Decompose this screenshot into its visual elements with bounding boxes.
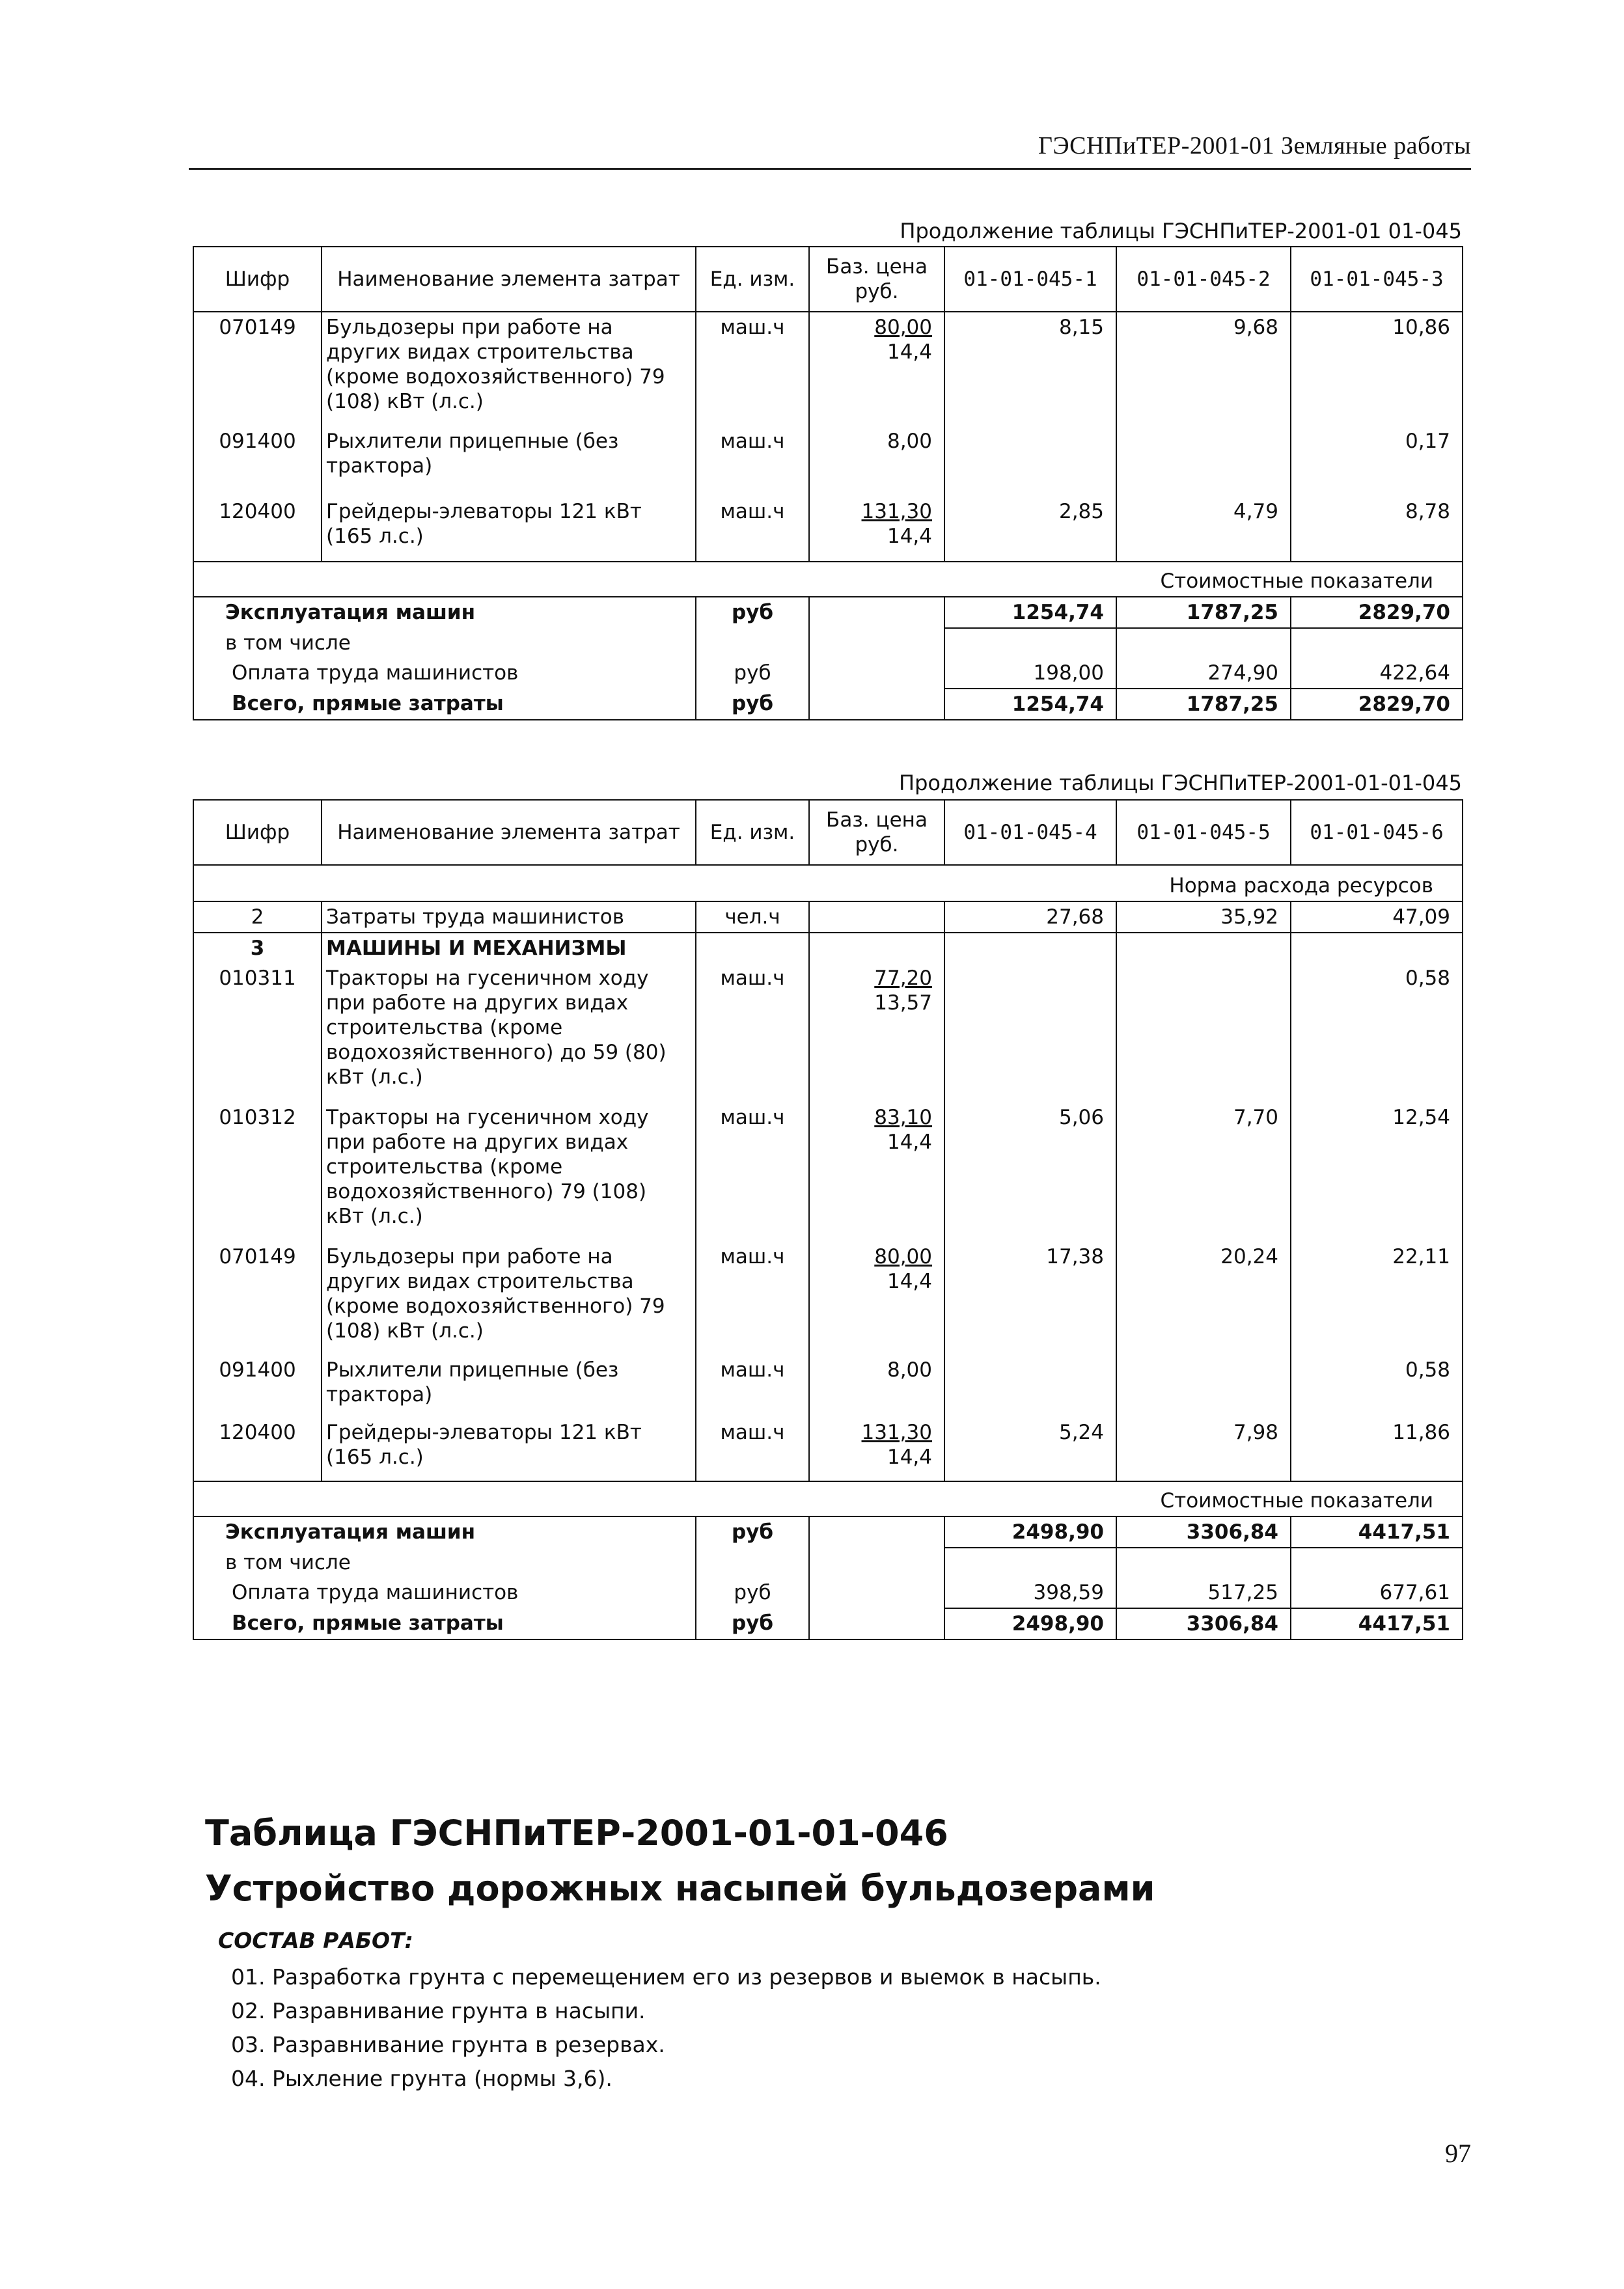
row-unit: маш.ч: [696, 426, 809, 497]
row-unit: чел.ч: [696, 901, 809, 933]
row-value-1: 5,24: [944, 1418, 1116, 1481]
row-unit: маш.ч: [696, 963, 809, 1103]
summary-value-2: 1787,25: [1116, 689, 1291, 720]
row-value-1: [944, 1355, 1116, 1418]
row-price: [809, 963, 944, 1103]
row-price: [809, 1418, 944, 1481]
row-value-3: 47,09: [1291, 901, 1463, 933]
table-subtitle: Устройство дорожных насыпей бульдозерами: [205, 1868, 1155, 1909]
row-name: Бульдозеры при работе на других видах строительства (кроме водохозяйственного) 79 (108) кВт (л.с.): [322, 312, 696, 426]
price-index: 14,4: [887, 340, 932, 364]
empty-cell: [809, 628, 944, 658]
empty-cell: [809, 689, 944, 720]
table1-header-row: [193, 247, 1463, 312]
empty-cell: [809, 1608, 944, 1639]
row-name: Грейдеры-элеваторы 121 кВт (165 л.с.): [322, 1418, 696, 1481]
empty-cell: [696, 933, 809, 963]
row-price: [809, 1242, 944, 1355]
summary-value-2: 517,25: [1116, 1578, 1291, 1608]
summary-label: Оплата труда машинистов: [193, 1578, 696, 1608]
row-name: Тракторы на гусеничном ходу при работе на других видах строительства (кроме водохозяйственного) 79 (108) кВт (л.с.): [322, 1103, 696, 1242]
row-unit: маш.ч: [696, 312, 809, 426]
row-price: [809, 1103, 944, 1242]
empty-cell: [696, 628, 809, 658]
row-value-1: 17,38: [944, 1242, 1116, 1355]
price-value: 80,00: [874, 1245, 932, 1268]
summary-value-3: 2829,70: [1291, 689, 1463, 720]
summary-row: [193, 597, 1463, 628]
summary-unit: руб: [696, 1578, 809, 1608]
table2-header-row: [193, 800, 1463, 865]
empty-cell: [1291, 933, 1463, 963]
row-value-2: 20,24: [1116, 1242, 1291, 1355]
table-row: [193, 1103, 1463, 1242]
summary-row: [193, 1578, 1463, 1608]
table1: [193, 246, 1463, 720]
row-value-3: 12,54: [1291, 1103, 1463, 1242]
group-code: 3: [193, 933, 322, 963]
row-value-2: [1116, 426, 1291, 497]
table1-caption: Продолжение таблицы ГЭСНПиТЕР-2001-01 01-045: [900, 219, 1462, 243]
table2: [193, 799, 1463, 1640]
row-price: 8,00: [809, 426, 944, 497]
row-code: 070149: [193, 1242, 322, 1355]
row-value-3: 0,17: [1291, 426, 1463, 497]
table-row: [193, 1242, 1463, 1355]
summary-label: в том числе: [193, 1548, 696, 1578]
row-code: 010312: [193, 1103, 322, 1242]
list-item: 02. Разравнивание грунта в насыпи.: [231, 1998, 646, 2023]
summary-value-3: 422,64: [1291, 658, 1463, 689]
section-label: Стоимостные показатели: [193, 1481, 1463, 1516]
list-item: 01. Разработка грунта с перемещением его из резервов и выемок в насыпь.: [231, 1964, 1101, 1990]
row-value-1: [944, 426, 1116, 497]
price-index: 14,4: [887, 1131, 932, 1154]
summary-value-3: 2829,70: [1291, 597, 1463, 628]
section-row: [193, 1481, 1463, 1516]
empty-cell: [1291, 1548, 1463, 1578]
summary-row: [193, 689, 1463, 720]
row-value-2: [1116, 1355, 1291, 1418]
row-name: Бульдозеры при работе на других видах строительства (кроме водохозяйственного) 79 (108) кВт (л.с.): [322, 1242, 696, 1355]
table-row: [193, 963, 1463, 1103]
row-name: Тракторы на гусеничном ходу при работе на других видах строительства (кроме водохозяйственного) до 59 (80) кВт (л.с.): [322, 963, 696, 1103]
header-rule: [189, 168, 1471, 170]
row-value-2: 9,68: [1116, 312, 1291, 426]
summary-value-2: 274,90: [1116, 658, 1291, 689]
row-code: 120400: [193, 1418, 322, 1481]
summary-row: [193, 628, 1463, 658]
summary-unit: руб: [696, 658, 809, 689]
row-value-1: 5,06: [944, 1103, 1116, 1242]
summary-value-1: 2498,90: [944, 1516, 1116, 1548]
summary-value-3: 4417,51: [1291, 1516, 1463, 1548]
row-value-2: [1116, 963, 1291, 1103]
empty-cell: [1116, 1548, 1291, 1578]
row-value-1: 2,85: [944, 497, 1116, 562]
col-header-price: Баз. цена руб.: [809, 247, 944, 312]
empty-cell: [1291, 628, 1463, 658]
empty-cell: [809, 658, 944, 689]
empty-cell: [944, 1548, 1116, 1578]
col-header-norm-2: 01-01-045-2: [1116, 247, 1291, 312]
price-value: 83,10: [874, 1106, 932, 1129]
row-code: 091400: [193, 426, 322, 497]
row-code: 120400: [193, 497, 322, 562]
summary-value-3: 677,61: [1291, 1578, 1463, 1608]
col-header-name: Наименование элемента затрат: [322, 800, 696, 865]
row-unit: маш.ч: [696, 1355, 809, 1418]
empty-cell: [944, 628, 1116, 658]
table-row: [193, 901, 1463, 933]
page-number: 97: [1445, 2139, 1471, 2168]
summary-value-2: 3306,84: [1116, 1608, 1291, 1639]
summary-label: в том числе: [193, 628, 696, 658]
row-code: 070149: [193, 312, 322, 426]
row-price: [809, 497, 944, 562]
price-value: 77,20: [874, 966, 932, 990]
empty-cell: [1116, 933, 1291, 963]
empty-cell: [696, 1548, 809, 1578]
row-value-3: 0,58: [1291, 963, 1463, 1103]
empty-cell: [1116, 628, 1291, 658]
row-value-2: 7,70: [1116, 1103, 1291, 1242]
row-value-1: 8,15: [944, 312, 1116, 426]
row-unit: маш.ч: [696, 1242, 809, 1355]
empty-cell: [809, 1548, 944, 1578]
row-value-1: 27,68: [944, 901, 1116, 933]
summary-row: [193, 1608, 1463, 1639]
summary-value-1: 398,59: [944, 1578, 1116, 1608]
empty-cell: [809, 1578, 944, 1608]
summary-label: Оплата труда машинистов: [193, 658, 696, 689]
summary-value-1: 1254,74: [944, 597, 1116, 628]
col-header-unit: Ед. изм.: [696, 800, 809, 865]
summary-row: [193, 1548, 1463, 1578]
col-header-unit: Ед. изм.: [696, 247, 809, 312]
summary-value-2: 1787,25: [1116, 597, 1291, 628]
row-code: 091400: [193, 1355, 322, 1418]
summary-value-3: 4417,51: [1291, 1608, 1463, 1639]
empty-cell: [809, 901, 944, 933]
summary-row: [193, 658, 1463, 689]
row-unit: маш.ч: [696, 497, 809, 562]
row-name: Рыхлители прицепные (без трактора): [322, 426, 696, 497]
summary-value-1: 2498,90: [944, 1608, 1116, 1639]
row-price: [809, 312, 944, 426]
row-value-1: [944, 963, 1116, 1103]
summary-value-2: 3306,84: [1116, 1516, 1291, 1548]
price-index: 14,4: [887, 1446, 932, 1469]
row-name: Рыхлители прицепные (без трактора): [322, 1355, 696, 1418]
row-price: 8,00: [809, 1355, 944, 1418]
list-item: 04. Рыхление грунта (нормы 3,6).: [231, 2066, 612, 2091]
col-header-price: Баз. цена руб.: [809, 800, 944, 865]
empty-cell: [809, 933, 944, 963]
summary-unit: руб: [696, 1516, 809, 1548]
row-value-2: 35,92: [1116, 901, 1291, 933]
col-header-code: Шифр: [193, 247, 322, 312]
works-list: [231, 1960, 1101, 2096]
table-row: [193, 1418, 1463, 1481]
table-title: Таблица ГЭСНПиТЕР-2001-01-01-046: [205, 1813, 948, 1854]
empty-cell: [944, 933, 1116, 963]
summary-label: Эксплуатация машин: [193, 1516, 696, 1548]
row-value-2: 7,98: [1116, 1418, 1291, 1481]
works-label: СОСТАВ РАБОТ:: [218, 1928, 413, 1953]
summary-unit: руб: [696, 597, 809, 628]
section-label: Норма расхода ресурсов: [193, 865, 1463, 901]
col-header-norm-6: 01-01-045-6: [1291, 800, 1463, 865]
col-header-norm-4: 01-01-045-4: [944, 800, 1116, 865]
summary-value-1: 1254,74: [944, 689, 1116, 720]
empty-cell: [809, 1516, 944, 1548]
group-header-row: [193, 933, 1463, 963]
summary-row: [193, 1516, 1463, 1548]
summary-price: [809, 597, 944, 628]
summary-unit: руб: [696, 689, 809, 720]
price-index: 14,4: [887, 1270, 932, 1293]
col-header-code: Шифр: [193, 800, 322, 865]
col-header-norm-5: 01-01-045-5: [1116, 800, 1291, 865]
row-code: 010311: [193, 963, 322, 1103]
price-value: 80,00: [874, 316, 932, 339]
row-value-3: 22,11: [1291, 1242, 1463, 1355]
list-item: 03. Разравнивание грунта в резервах.: [231, 2032, 665, 2057]
table-row: [193, 1355, 1463, 1418]
summary-label: Эксплуатация машин: [193, 597, 696, 628]
row-name: Затраты труда машинистов: [322, 901, 696, 933]
table-row: [193, 426, 1463, 497]
section-label: Стоимостные показатели: [193, 562, 1463, 597]
table-row: [193, 312, 1463, 426]
price-index: 14,4: [887, 525, 932, 548]
table-row: [193, 497, 1463, 562]
row-value-3: 10,86: [1291, 312, 1463, 426]
price-value: 131,30: [861, 1421, 932, 1444]
col-header-norm-3: 01-01-045-3: [1291, 247, 1463, 312]
section-row: [193, 865, 1463, 901]
row-value-2: 4,79: [1116, 497, 1291, 562]
price-value: 131,30: [861, 500, 932, 523]
running-header: ГЭСНПиТЕР-2001-01 Земляные работы: [1038, 132, 1471, 159]
price-index: 13,57: [874, 991, 932, 1015]
row-value-3: 11,86: [1291, 1418, 1463, 1481]
summary-label: Всего, прямые затраты: [193, 689, 696, 720]
section-row: [193, 562, 1463, 597]
row-code: 2: [193, 901, 322, 933]
col-header-norm-1: 01-01-045-1: [944, 247, 1116, 312]
summary-label: Всего, прямые затраты: [193, 1608, 696, 1639]
table2-caption: Продолжение таблицы ГЭСНПиТЕР-2001-01-01-045: [899, 771, 1462, 795]
group-name: МАШИНЫ И МЕХАНИЗМЫ: [322, 933, 696, 963]
row-unit: маш.ч: [696, 1103, 809, 1242]
row-value-3: 0,58: [1291, 1355, 1463, 1418]
col-header-name: Наименование элемента затрат: [322, 247, 696, 312]
summary-value-1: 198,00: [944, 658, 1116, 689]
row-name: Грейдеры-элеваторы 121 кВт (165 л.с.): [322, 497, 696, 562]
summary-unit: руб: [696, 1608, 809, 1639]
row-value-3: 8,78: [1291, 497, 1463, 562]
row-unit: маш.ч: [696, 1418, 809, 1481]
